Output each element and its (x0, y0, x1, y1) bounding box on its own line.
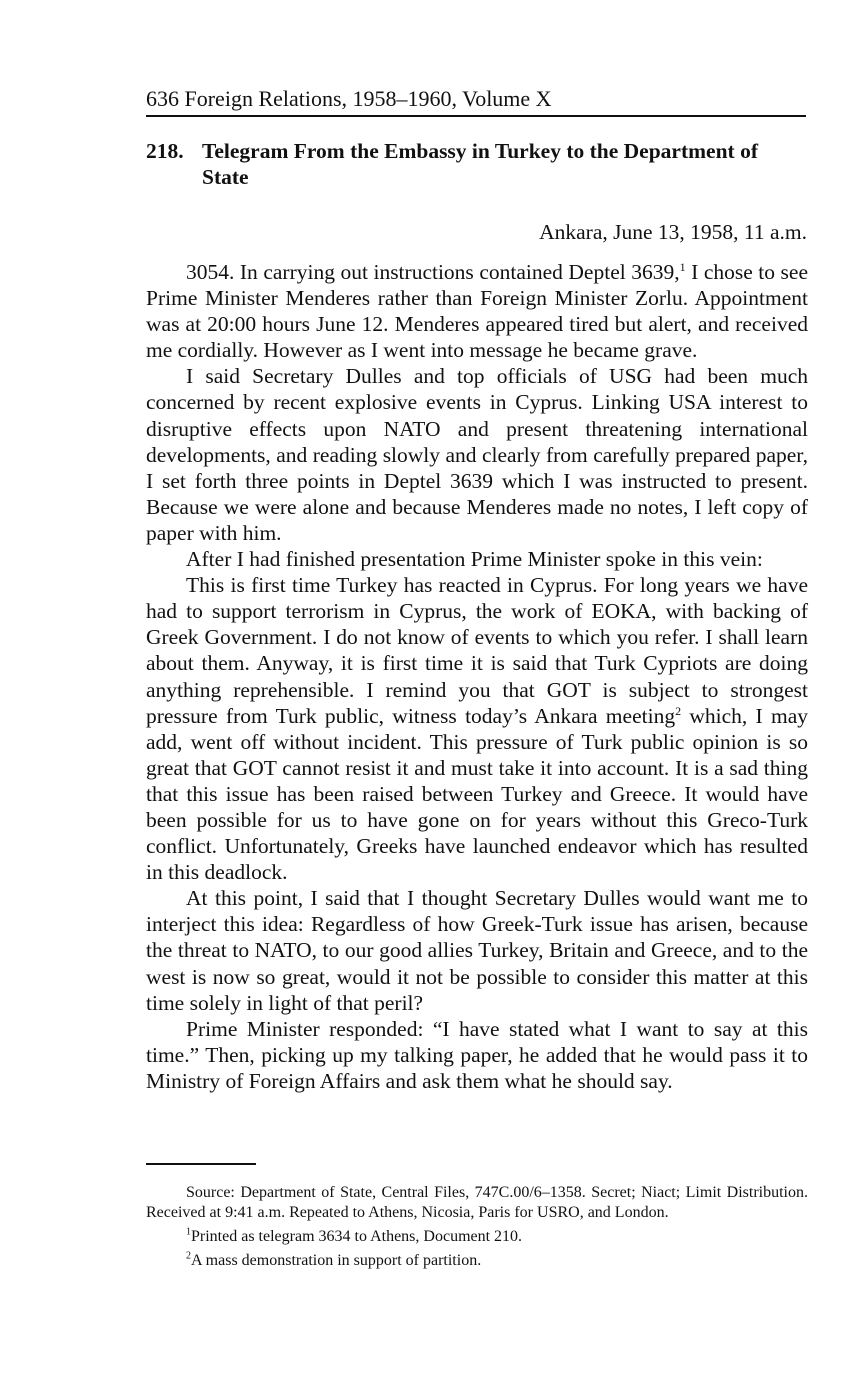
paragraph-1 (146, 259, 808, 363)
telegram-body (146, 259, 808, 1094)
footnotes (146, 1183, 808, 1275)
running-head: 636 Foreign Relations, 1958–1960, Volume X (146, 84, 806, 117)
paragraph-1-text-b: I chose to see Prime Minister Menderes rather than Foreign Minister Zorlu. Appointment was at 20:00 hours June 12. Menderes appeared tired but alert, and received me cordially. However as I went into message he became grave. (146, 260, 808, 363)
document-title-text: Telegram From the Embassy in Turkey to the Department of State (202, 139, 758, 189)
source-note: Source: Department of State, Central Files, 747C.00/6–1358. Secret; Niact; Limit Distribution. Received at 9:41 a.m. Repeated to Athens, Nicosia, Paris for USRO, and London. (146, 1184, 808, 1221)
paragraph-3: After I had finished presentation Prime Minister spoke in this vein: (186, 547, 763, 572)
footnote-ref-2: 2 (675, 703, 682, 718)
paragraph-4-text-b: which, I may add, went off without incident. This pressure of Turk public opinion is so great that GOT cannot resist it and must take it into account. It is a sad thing that this issue has been raised between Turkey and Greece. It would have been possible for us to have gone on for years without this Greco-Turk conflict. Unfortunately, Greeks have launched endeavor which has resulted in this deadlock. (146, 703, 808, 885)
footnote-divider (146, 1163, 256, 1165)
footnote-2-text: A mass demonstration in support of partition. (191, 1252, 482, 1269)
paragraph-2: I said Secretary Dulles and top officials of USG had been much concerned by recent explosive events in Cyprus. Linking USA interest to disruptive effects upon NATO and present threatening international developments, and reading slowly and clearly from carefully prepared paper, I set forth three points in Deptel 3639 which I was instructed to present. Because we were alone and because Menderes made no notes, I left copy of paper with him. (146, 364, 808, 545)
footnote-2-mark: 2 (186, 1250, 191, 1262)
paragraph-5: At this point, I said that I thought Secretary Dulles would want me to interject this idea: Regardless of how Greek-Turk issue has arisen, because the threat to NATO, to our good allies Turkey, Britain and Greece, and to the west is now so great, would it not be possible to consider this matter at this time solely in light of that peril? (146, 886, 808, 1015)
document-title (146, 138, 808, 190)
footnote-1-mark: 1 (186, 1226, 191, 1238)
paragraph-6: Prime Minister responded: “I have stated what I want to say at this time.” Then, picking up my talking paper, he added that he would pass it to Ministry of Foreign Affairs and ask them what he should say. (146, 1016, 808, 1093)
paragraph-4 (146, 572, 808, 885)
footnote-2 (146, 1251, 808, 1271)
paragraph-1-text-a: 3054. In carrying out instructions contained Deptel 3639, (186, 260, 680, 284)
footnote-1 (146, 1227, 808, 1247)
footnote-1-text: Printed as telegram 3634 to Athens, Document 210. (191, 1228, 523, 1245)
document-number: 218. (146, 139, 184, 163)
dateline: Ankara, June 13, 1958, 11 a.m. (539, 220, 807, 244)
footnote-ref-1: 1 (679, 259, 686, 274)
paragraph-4-text-a: This is first time Turkey has reacted in Cyprus. For long years we have had to support terrorism in Cyprus, the work of EOKA, with backing of Greek Government. I do not know of events to which you refer. I shall learn about them. Anyway, it is first time it is said that Turk Cypriots are doing anything reprehensible. I remind you that GOT is subject to strongest pressure from Turk public, witness today’s Ankara meeting (146, 573, 808, 728)
